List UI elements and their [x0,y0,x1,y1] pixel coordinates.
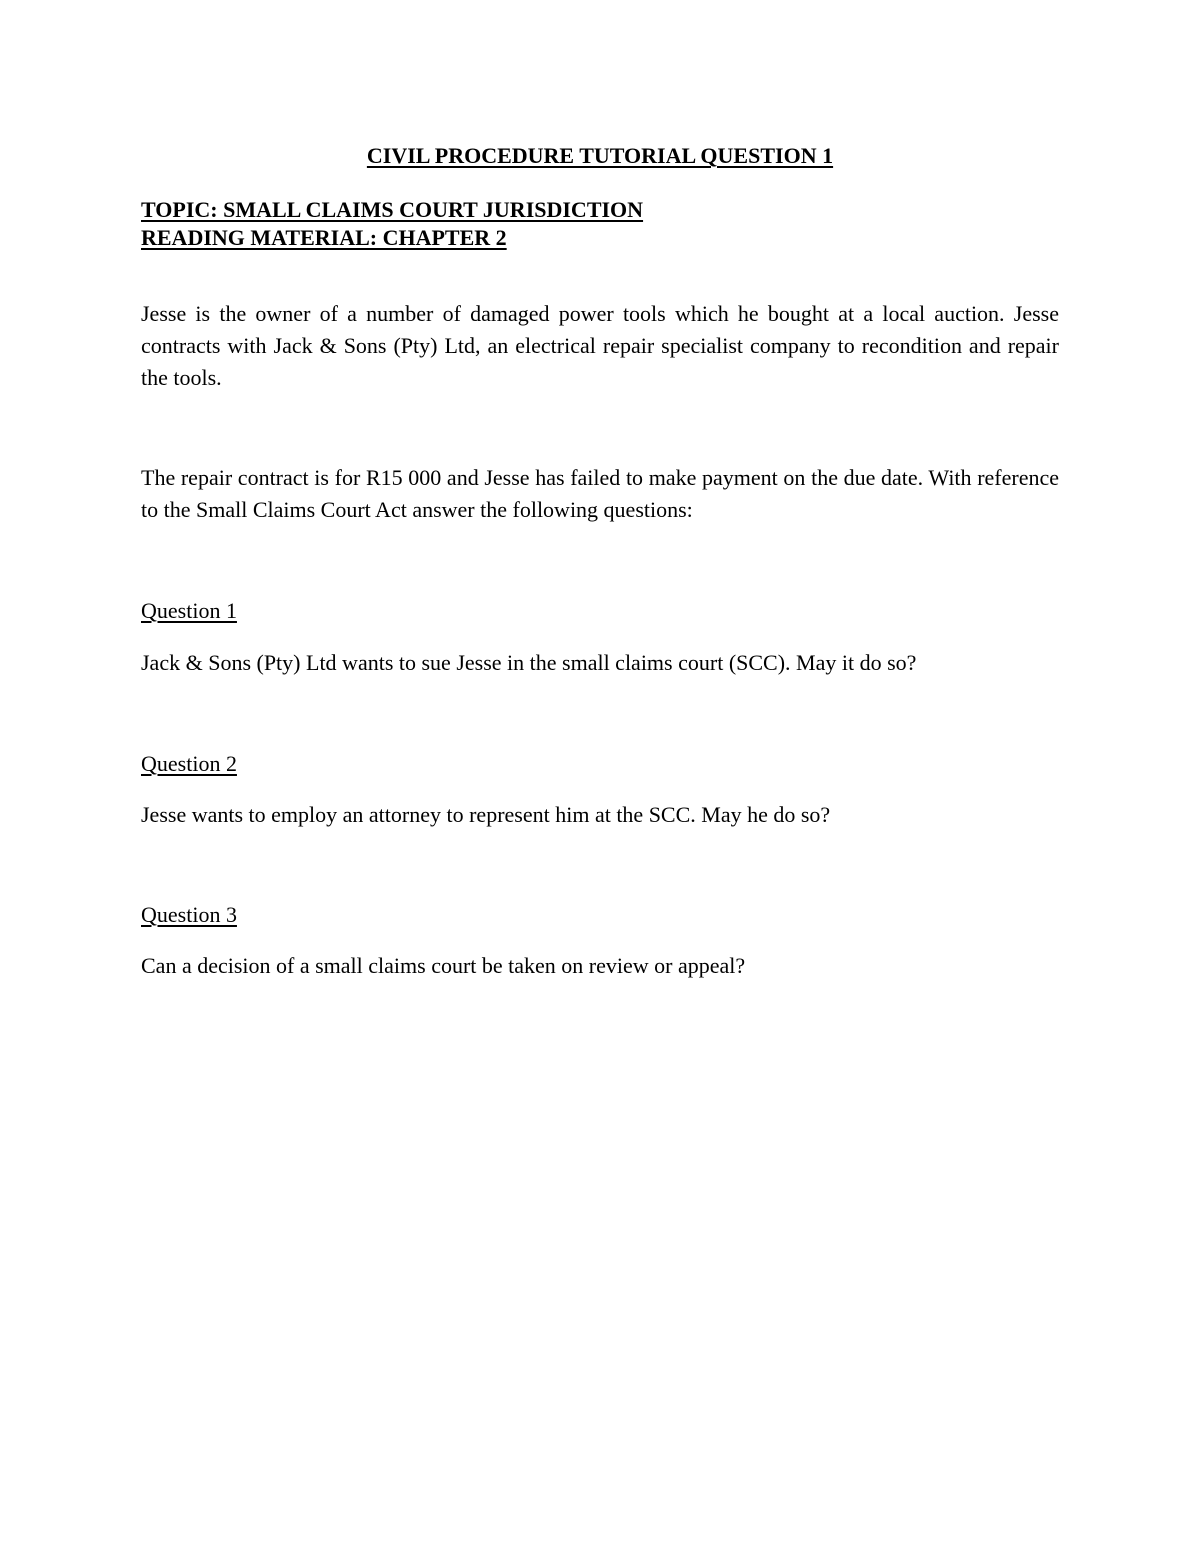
question-2-text: Jesse wants to employ an attorney to represent him at the SCC. May he do so? [141,802,831,827]
reading-material-heading: READING MATERIAL: CHAPTER 2 [141,225,507,250]
question-1-text: Jack & Sons (Pty) Ltd wants to sue Jesse in the small claims court (SCC). May it do so? [141,650,917,675]
question-3-text: Can a decision of a small claims court be taken on review or appeal? [141,953,746,978]
question-3-label: Question 3 [141,902,237,927]
topic-heading: TOPIC: SMALL CLAIMS COURT JURISDICTION [141,197,644,222]
question-2-label: Question 2 [141,751,237,776]
intro-paragraph: Jesse is the owner of a number of damaged power tools which he bought at a local auction. Jesse contracts with Jack & Sons (Pty) Ltd, an electrical repair specialist company to recondition and repair the tools. [141,301,1059,390]
contract-paragraph: The repair contract is for R15 000 and Jesse has failed to make payment on the due date. With reference to the Small Claims Court Act answer the following questions: [141,465,1059,522]
question-1-label: Question 1 [141,598,237,623]
document-title: CIVIL PROCEDURE TUTORIAL QUESTION 1 [366,143,834,168]
